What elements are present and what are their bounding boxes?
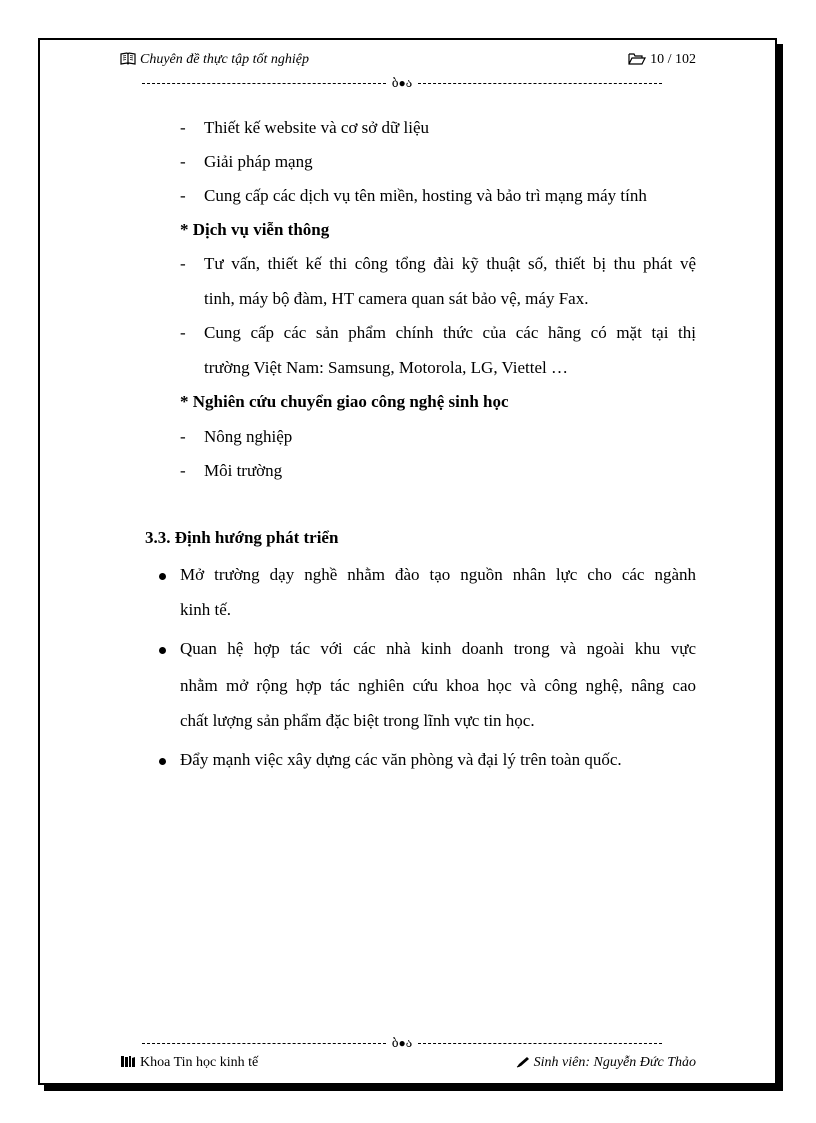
page-number: 10 / 102 (650, 52, 696, 67)
bullet-icon (159, 758, 166, 765)
rule-dashes-left (142, 1043, 386, 1044)
list-item-continuation: tinh, máy bộ đàm, HT camera quan sát bảo vệ, máy Fax. (204, 289, 589, 308)
list-item: Cung cấp các dịch vụ tên miền, hosting và bảo trì mạng máy tính (204, 186, 647, 205)
folder-icon (628, 52, 646, 65)
section-heading: 3.3. Định hướng phát triển (145, 528, 339, 547)
bullet-icon (159, 573, 166, 580)
pen-icon (516, 1056, 530, 1068)
bullet-item: Mở trường dạy nghề nhằm đào tạo nguồn nhân lực cho các ngành (180, 565, 696, 584)
rule-dashes-left (142, 83, 386, 84)
list-item: Môi trường (204, 461, 283, 480)
book-icon (120, 52, 136, 65)
dash-mark: - (180, 152, 186, 171)
header-title-wrap (120, 52, 309, 68)
list-item: Nông nghiệp (204, 427, 293, 446)
bullet-item-continuation: kinh tế. (180, 600, 231, 619)
list-item-continuation: trường Việt Nam: Samsung, Motorola, LG, Viettel … (204, 358, 568, 377)
footer-rule (120, 1035, 684, 1051)
dash-mark: - (180, 427, 186, 446)
header-page-wrap (628, 52, 696, 68)
bullet-item: Quan hệ hợp tác với các nhà kinh doanh trong và ngoài khu vực (180, 639, 696, 658)
dash-mark: - (180, 461, 186, 480)
dash-mark: - (180, 186, 186, 205)
rule-ornament: ბ●ა (391, 75, 413, 90)
header-rule (120, 75, 684, 91)
bullet-item: Đẩy mạnh việc xây dựng các văn phòng và đại lý trên toàn quốc. (180, 750, 622, 769)
page-footer (120, 1055, 696, 1075)
dash-mark: - (180, 118, 186, 137)
rule-dashes-right (418, 1043, 662, 1044)
rule-dashes-right (418, 83, 662, 84)
books-icon (120, 1055, 136, 1068)
list-item: Giải pháp mạng (204, 152, 313, 171)
footer-department-wrap (120, 1055, 258, 1071)
header-title: Chuyên đề thực tập tốt nghiệp (140, 52, 309, 67)
list-item: Cung cấp các sản phẩm chính thức của các hãng có mặt tại thị (204, 323, 696, 342)
bullet-icon (159, 647, 166, 654)
bullet-item-continuation: chất lượng sản phẩm đặc biệt trong lĩnh vực tin học. (180, 711, 535, 730)
telecom-heading: * Dịch vụ viễn thông (180, 220, 330, 239)
bullet-item-continuation: nhằm mở rộng hợp tác nghiên cứu khoa học và công nghệ, nâng cao (180, 676, 696, 695)
rule-ornament: ბ●ა (391, 1035, 413, 1050)
footer-student: Sinh viên: Nguyễn Đức Thảo (533, 1055, 696, 1070)
list-item: Thiết kế website và cơ sở dữ liệu (204, 118, 429, 137)
dash-mark: - (180, 323, 186, 342)
bio-heading: * Nghiên cứu chuyển giao công nghệ sinh học (180, 392, 509, 411)
dash-mark: - (180, 254, 186, 273)
list-item: Tư vấn, thiết kế thi công tổng đài kỹ thuật số, thiết bị thu phát vệ (204, 254, 696, 273)
footer-department: Khoa Tin học kinh tế (140, 1055, 259, 1070)
footer-student-wrap (516, 1055, 696, 1071)
page-header (120, 52, 696, 74)
